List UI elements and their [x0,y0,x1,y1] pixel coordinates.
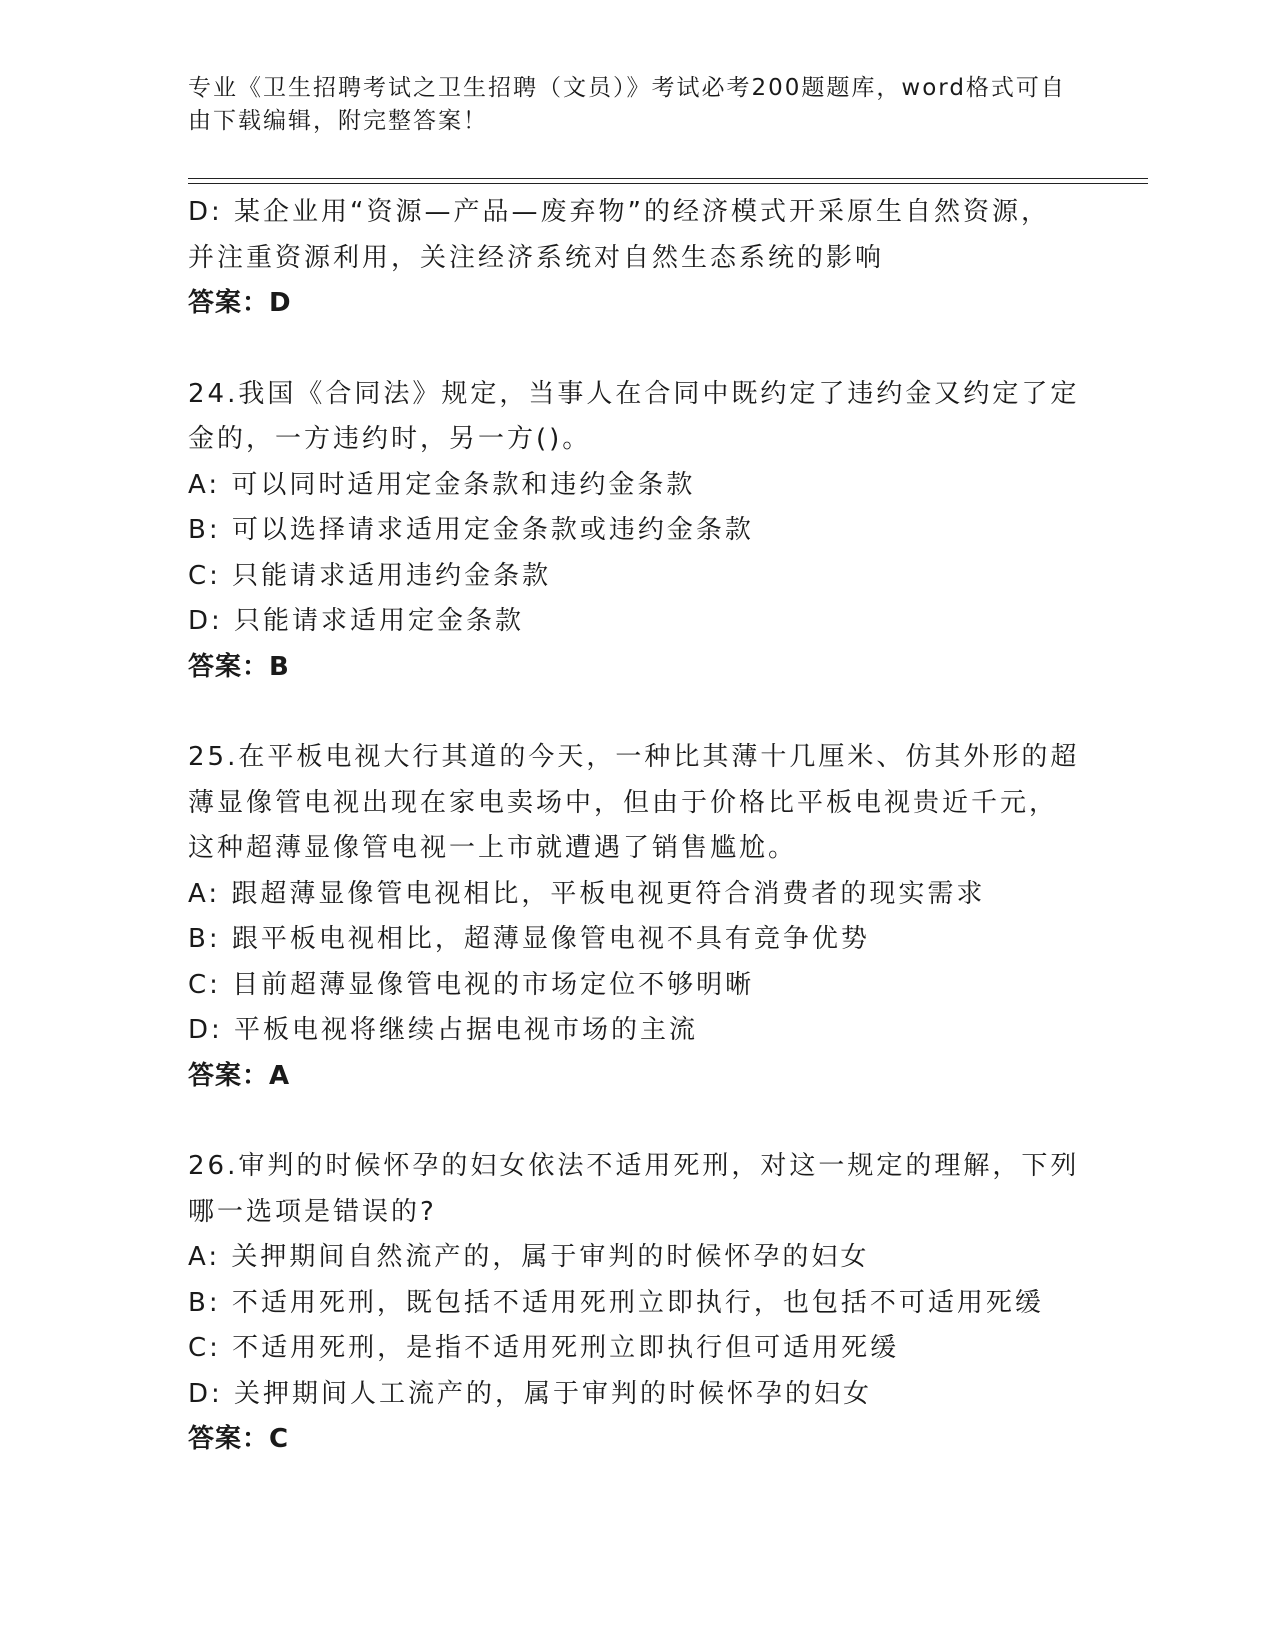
question-stem-line: 薄显像管电视出现在家电卖场中，但由于价格比平板电视贵近千元， [188,787,1059,818]
header-line-1: 专业《卫生招聘考试之卫生招聘（文员）》考试必考200题题库，word格式可自 [188,75,1066,101]
question-stem-line: 24.我国《合同法》规定，当事人在合同中既约定了违约金又约定了定 [188,378,1080,409]
question-stem-line: 25.在平板电视大行其道的今天，一种比其薄十几厘米、仿其外形的超 [188,742,1080,772]
option-d: D: 只能请求适用定金条款 [188,606,525,636]
document-header [188,72,1068,138]
option-d: D: 平板电视将继续占据电视市场的主流 [188,1015,699,1045]
option-c: C: 不适用死刑，是指不适用死刑立即执行但可适用死缓 [188,1333,900,1363]
header-divider-top [188,178,1148,179]
answer-line: 答案：C [188,1424,290,1454]
header-divider-bottom [188,183,1148,184]
option-a: A: 可以同时适用定金条款和违约金条款 [188,469,696,500]
option-b: B: 跟平板电视相比，超薄显像管电视不具有竞争优势 [188,924,870,954]
answer-line: 答案：A [188,1060,291,1091]
option-a: A: 跟超薄显像管电视相比，平板电视更符合消费者的现实需求 [188,878,986,909]
question-stem-line: 这种超薄显像管电视一上市就遭遇了销售尴尬。 [188,833,798,863]
question-25 [188,735,1088,1099]
option-c: C: 目前超薄显像管电视的市场定位不够明晰 [188,969,755,1000]
question-list [188,190,1088,1463]
question-24 [188,372,1088,691]
answer-line: 答案：B [188,651,290,682]
option-b: B: 不适用死刑，既包括不适用死刑立即执行，也包括不可适用死缓 [188,1287,1044,1318]
option-a: A: 关押期间自然流产的，属于审判的时候怀孕的妇女 [188,1242,870,1272]
option-d-continued: 并注重资源利用，关注经济系统对自然生态系统的影响 [188,242,885,273]
prev-question-block [188,190,1088,327]
option-c: C: 只能请求适用违约金条款 [188,560,552,591]
question-stem-line: 26.审判的时候怀孕的妇女依法不适用死刑，对这一规定的理解，下列 [188,1151,1080,1181]
answer-line: 答案：D [188,288,292,318]
header-line-2: 由下载编辑，附完整答案！ [188,108,488,134]
option-d: D: 某企业用“资源—产品—废弃物”的经济模式开采原生自然资源， [188,197,1050,227]
question-stem-line: 金的，一方违约时，另一方()。 [188,424,592,454]
question-26 [188,1144,1088,1463]
question-stem-line: 哪一选项是错误的? [188,1196,437,1227]
option-d: D: 关押期间人工流产的，属于审判的时候怀孕的妇女 [188,1378,873,1409]
option-b: B: 可以选择请求适用定金条款或违约金条款 [188,515,754,545]
